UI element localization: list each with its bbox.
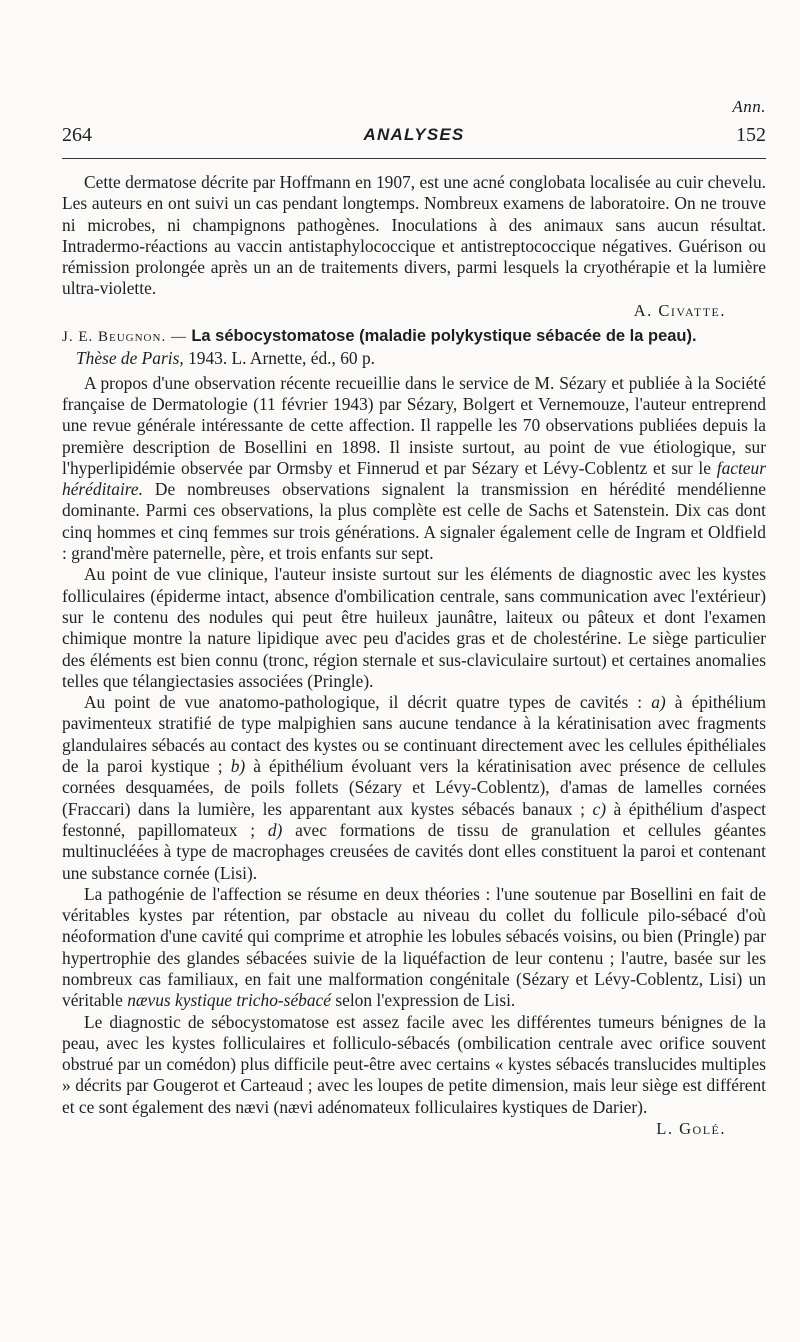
- review1-paragraph: Cette dermatose décrite par Hoffmann en 1907, est une acné conglobata localisée au cuir chevelu. Les auteurs en ont suivi un cas pendant longtemps. Nombreux examens de laboratoire. On ne trouve ni microbes, ni champignons pathogènes. Inoculations à des animaux sans aucun résultat. Intradermo-réactions au vaccin antistaphylococcique et antistreptococcique négatives. Guérison ou rémission prolongée après un an de traitements divers, parmi lesquels la cryothérapie et la lumière ultra-violette.: [62, 172, 766, 299]
- review2-p3-text-e: avec formations de tissu de granulation et cellules géantes multinucléées à type de macrophages creusées de cavités dont elles constituent la paroi et contenant une substance cornée (Lisi).: [62, 819, 766, 883]
- review2-p1-text-b: De nombreuses observations signalent la transmission en hérédité mendélienne dominante. Parmi ces observations, la plus complète est celle de Sachs et Satenstein. Dix cas dont cinq hommes et cinq femmes sur trois générations. A signaler également celle de Ingram et Oldfield : grand'mère paternelle, père, et trois enfants sur sept.: [62, 479, 766, 564]
- review2-p1-italic: facteur héréditaire.: [62, 457, 766, 500]
- header-rule: [62, 158, 766, 159]
- review2-title: La sébocystomatose (maladie polykystique sébacée de la peau).: [191, 327, 697, 346]
- review2-paragraph-3: [62, 692, 766, 884]
- review2-p3-label-d: d): [267, 819, 283, 840]
- review2-paragraph-5: Le diagnostic de sébocystomatose est assez facile avec les différentes tumeurs bénignes de la peau, avec les kystes folliculaires et folliculo-sébacés (ombilication centrale avec orifice souvent obstrué par un comédon) plus difficile peut-être avec certains « kystes sébacés translucides multiples » décrits par Gougerot et Carteaud ; avec les loupes de petite dimension, mais leur siège est différent et ce sont également des nævi (nævi adénomateux folliculaires kystiques de Darier).: [62, 1011, 766, 1117]
- running-title: ANALYSES: [363, 125, 465, 144]
- volume-number: 152: [736, 124, 766, 146]
- review2-paragraph-4: [62, 884, 766, 1012]
- review1-signature: A. Civatte.: [633, 300, 726, 320]
- review2-p3-label-a: a): [651, 692, 666, 713]
- review2-p3-text-b: à épithélium pavimenteux stratifié de type malpighien sans aucune tendance à la kératinisation avec fragments glandulaires sébacés au contact des kystes ou se continuant directement avec les cellules épithéliales de la paroi kystique ;: [62, 692, 766, 777]
- review2-p3-label-c: c): [592, 798, 606, 819]
- running-header: [62, 124, 766, 148]
- article-body: [62, 172, 766, 1139]
- review2-source-rest: 1943. L. Arnette, éd., 60 p.: [188, 348, 375, 369]
- review2-p4-text-a: La pathogénie de l'affection se résume en deux théories : l'une soutenue par Bosellini en fait de véritables kystes par rétention, par obstacle au niveau du collet du follicule pilo-sébacé d'où néoformation d'une cavité qui comprime et atrophie les lobules sébacés voisins, ou bien (Pringle) par hypertrophie des glandes sébacées suivie de la liquéfaction de leur contenu ; l'autre, basée sur les nombreux cas familiaux, en fait une malformation congénitale (Sézary et Lévy-Coblentz, Lisi) un véritable: [62, 883, 766, 1011]
- journal-abbrev: Ann.: [732, 97, 766, 116]
- review2-signature: L. Golé.: [656, 1119, 726, 1139]
- review2-paragraph-1: [62, 373, 766, 565]
- review2-p3-text-c: à épithélium évoluant vers la kératinisation avec présence de cellules cornées desquamées, de poils follets (Sézary et Lévy-Coblentz), d'amas de lamelles cornées (Fraccari) dans la lumière, les apparentant aux kystes sébacés banaux ;: [62, 756, 766, 819]
- review2-p4-italic: nævus kystique tricho-sébacé: [127, 990, 331, 1011]
- review2-p3-text-d: à épithélium d'aspect festonné, papillomateux ;: [62, 798, 766, 840]
- review2-heading: [62, 325, 766, 348]
- review2-source-italic: Thèse de Paris,: [76, 348, 184, 369]
- page-number: 264: [62, 124, 92, 146]
- review2-author: J. E. Beugnon. —: [62, 329, 187, 346]
- review2-p3-label-b: b): [230, 756, 246, 777]
- review2-p3-text-a: Au point de vue anatomo-pathologique, il décrit quatre types de cavités :: [84, 692, 643, 713]
- review2-p1-text-a: A propos d'une observation récente recueillie dans le service de M. Sézary et publiée à la Société française de Dermatologie (11 février 1943) par Sézary, Bolgert et Vernemouze, l'auteur entreprend une revue générale intéressante de cette affection. Il rappelle les 70 observations publiées depuis la première description de Bosellini en 1898. Il insiste surtout, au point de vue étiologique, sur l'hyperlipidémie observée par Ormsby et Finnerud et par Sézary et Lévy-Coblentz et sur le: [62, 372, 766, 478]
- review2-source: [62, 348, 766, 369]
- review2-paragraph-2: Au point de vue clinique, l'auteur insiste surtout sur les éléments de diagnostic avec les kystes folliculaires (épiderme intact, absence d'ombilication centrale, sans communication avec l'extérieur) sur le contenu des nodules qui peut être huileux jaunâtre, laiteux ou pâteux et dont l'examen chimique montre la nature lipidique avec peu d'acides gras et de cholestérine. Le siège particulier des éléments est bien connu (tronc, région sternale et sus-claviculaire surtout) et certaines anomalies telles que télangiectasies associées (Pringle).: [62, 564, 766, 691]
- review2-p4-text-b: selon l'expression de Lisi.: [335, 990, 516, 1011]
